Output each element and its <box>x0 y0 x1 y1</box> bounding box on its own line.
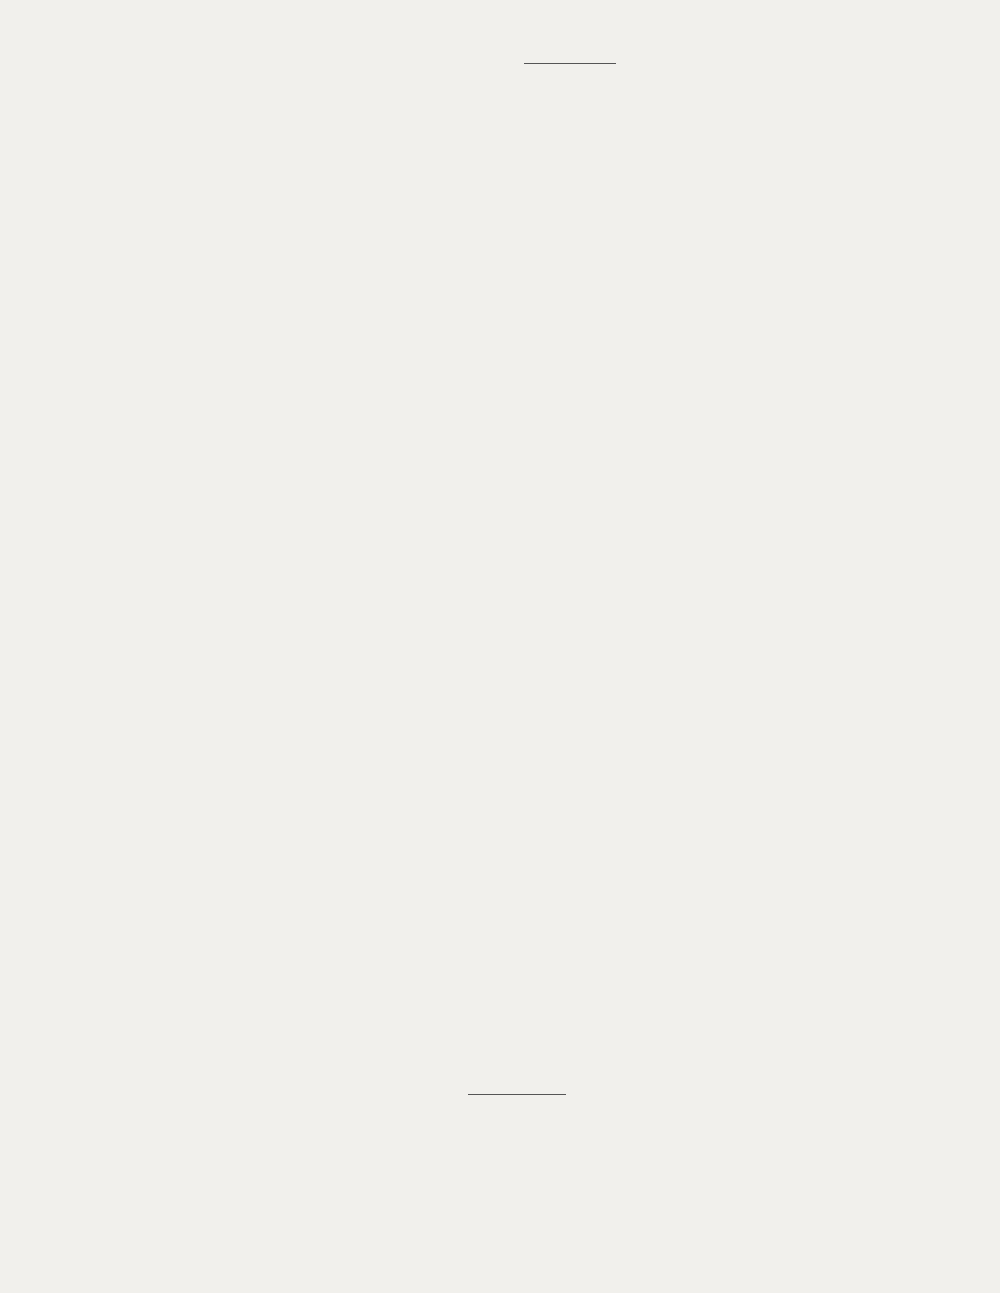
page-number-rule <box>524 63 616 64</box>
footer-rule <box>468 1094 566 1095</box>
